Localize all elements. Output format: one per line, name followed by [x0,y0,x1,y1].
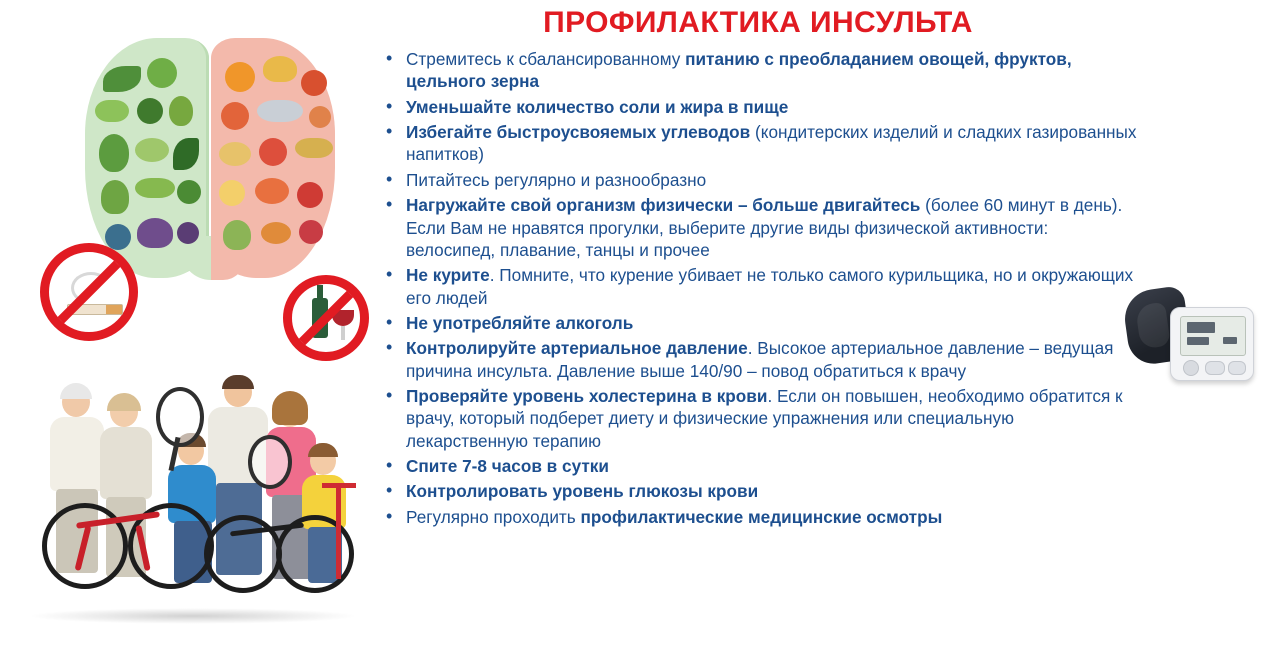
food-apple [259,138,287,166]
tip-text-regular: Стремитесь к сбалансированному [406,49,686,69]
food-pear [169,96,193,126]
tip-text-regular: (более 60 минут в день). Если Вам не нравятся прогулки, выберите другие виды физической активности: велосипед, плавание, танцы и прочее [406,195,1123,260]
food-eggplant [137,218,173,248]
tip-text-bold: Проверяйте уровень холестерина в крови [406,386,768,407]
food-lettuce [137,98,163,124]
food-cheese [263,56,297,82]
family-sport-photo [18,375,368,630]
no-smoking-icon [40,243,138,341]
bp-diastolic-digits [1187,337,1209,345]
tip-text-regular: (кондитерских изделий и сладких газированных напитков) [406,122,1137,165]
hair [107,393,141,411]
shirt [50,417,104,491]
illustration-column [0,0,380,650]
tip-text-bold: профилактические медицинские осмотры [580,506,943,527]
tip-text-bold: Контролировать уровень глюкозы крови [406,481,759,502]
text-column [378,0,1138,650]
food-berry [297,182,323,208]
tip-item [378,264,1138,309]
tip-text-bold: Уменьшайте количество соли и жира в пище [406,96,789,117]
food-zucchini [135,178,175,198]
smoke-curl-icon [71,272,111,304]
tip-text-regular: . Если он повышен, необходимо обратится к врачу, который подберет диету и физические упражнения или специальную лекарственную терапию [406,386,1123,451]
food-salmon [255,178,289,204]
tip-item [378,169,1138,191]
food-avocado [99,134,129,172]
cigarette-icon [67,304,123,315]
tip-text-regular: Питайтесь регулярно и разнообразно [406,169,707,190]
food-cabbage [147,58,177,88]
tip-text-regular: Регулярно проходить [406,506,581,527]
scooter-stem [336,483,341,579]
hair [272,391,308,425]
page-title: ПРОФИЛАКТИКА ИНСУЛЬТА [543,6,973,39]
wine-glass-icon [332,310,354,326]
tip-item [378,121,1138,166]
tip-text-regular: . Помните, что курение убивает не только самого курильщика, но и окружающих его людей [406,265,1134,308]
tennis-racket-right [248,435,292,489]
food-avocado-red-side [223,220,251,250]
tip-text-bold: Не употребляйте алкоголь [406,312,634,333]
bp-systolic-digits [1187,322,1215,333]
bp-pulse-digits [1223,337,1237,344]
bottle-icon [312,298,328,338]
food-carrot-slice [309,106,331,128]
floor-shadow [28,608,358,624]
tip-item [378,337,1138,382]
tip-text-bold: Нагружайте свой организм физически – больше двигайтесь [406,195,926,216]
scooter-handlebar [322,483,356,488]
food-fish [257,100,303,122]
bp-device-body [1170,307,1254,381]
tip-item [378,506,1138,528]
no-alcohol-icon [283,275,369,361]
blood-pressure-monitor-illustration [1126,285,1254,390]
food-grapes [177,222,199,244]
food-avocado-half [101,180,129,214]
bp-memory-button[interactable] [1205,361,1225,375]
food-blueberries [105,224,131,250]
food-pumpkin [225,62,255,92]
bp-screen [1180,316,1246,356]
prevention-tips-list [378,48,1138,528]
tip-item [378,312,1138,334]
bp-power-button[interactable] [1183,360,1199,376]
tip-text-regular: . Высокое артериальное давление – ведущая причина инсульта. Давление выше 140/90 – повод обратиться к врачу [406,338,1114,381]
hair [308,443,338,457]
tip-text-bold: Не курите [406,265,490,286]
tip-text-bold: Контролируйте артериальное давление [406,338,748,359]
food-pea-pod [95,100,129,122]
food-wheat [295,138,333,158]
food-bread [219,142,251,166]
tip-item [378,480,1138,502]
tip-item [378,96,1138,118]
tip-text-bold: питанию с преобладанием овощей, фруктов, цельного зерна [406,49,1072,92]
tip-item [378,194,1138,261]
tip-item [378,48,1138,93]
food-radish [299,220,323,244]
food-carrot [261,222,291,244]
hair [60,383,92,399]
food-lime [177,180,201,204]
food-tomato [301,70,327,96]
tip-text-bold: Спите 7-8 часов в сутки [406,456,609,477]
food-egg [219,180,245,206]
food-kiwi [135,138,169,162]
tip-item [378,455,1138,477]
food-pepper [221,102,249,130]
tip-text-bold: Избегайте быстроусвояемых углеводов [406,122,756,143]
bp-start-button[interactable] [1228,361,1246,375]
brain-food-illustration [85,38,335,278]
tip-item [378,385,1138,452]
blouse [100,427,152,499]
hair [222,375,254,389]
